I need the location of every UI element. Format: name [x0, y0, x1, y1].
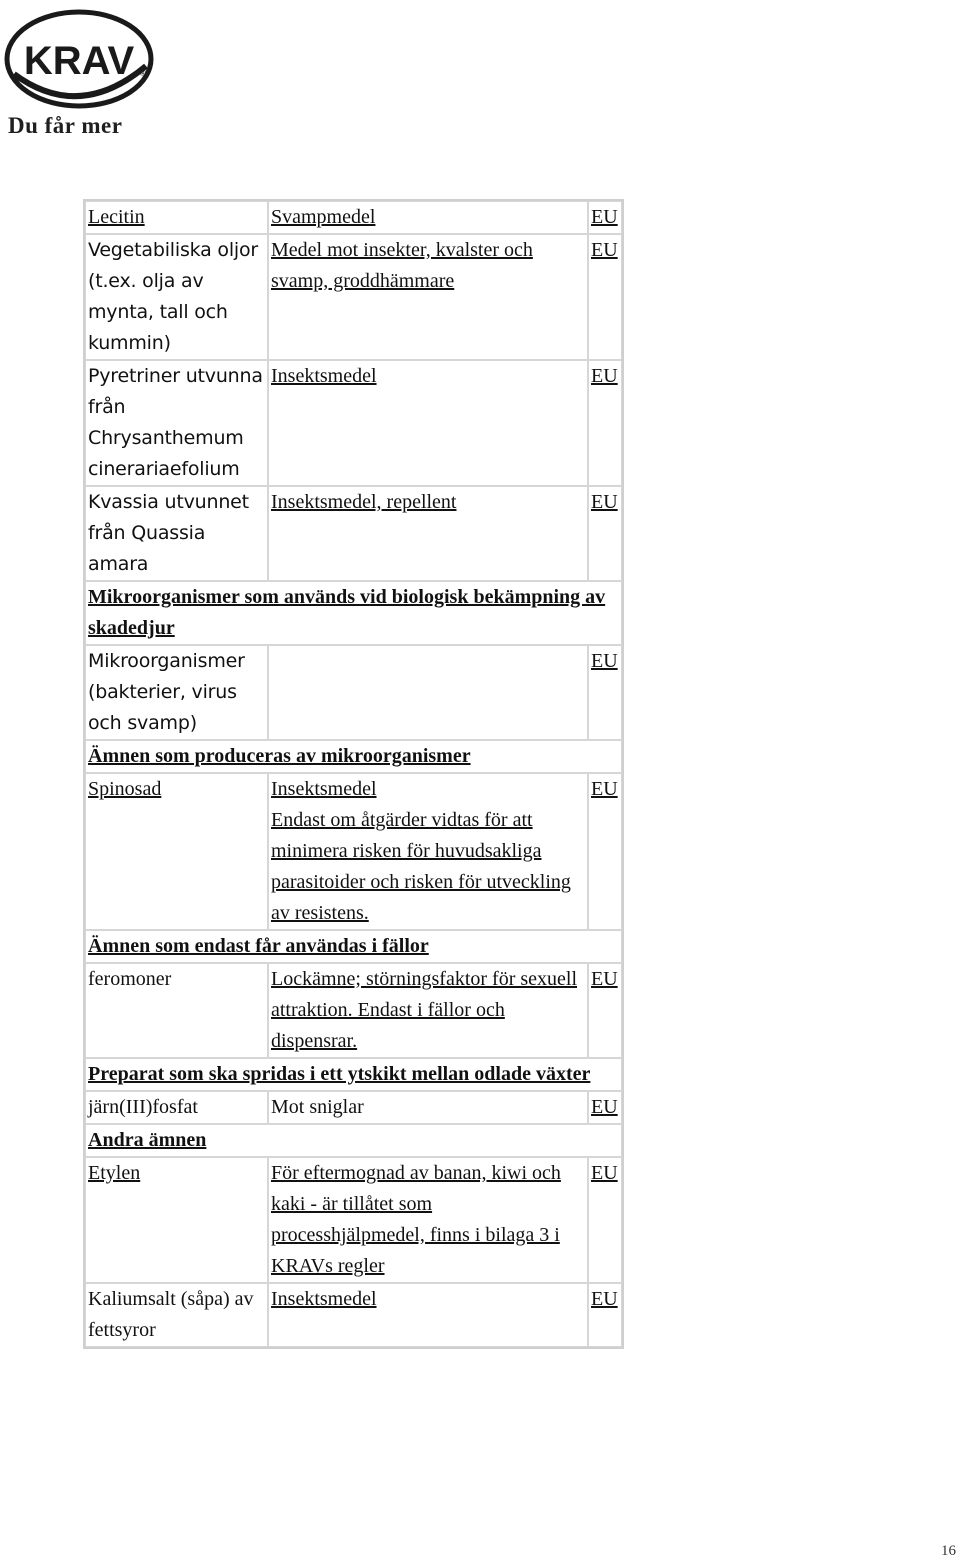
use-cell: Insektsmedel: [268, 360, 588, 486]
use-cell: [268, 645, 588, 740]
table-row: [85, 1091, 622, 1124]
substance-cell: Lecitin: [85, 201, 268, 234]
substance-cell: feromoner: [85, 963, 268, 1058]
table-row: [85, 773, 622, 930]
substance-cell: Pyretriner utvunna från Chrysanthemum cinerariaefolium: [85, 360, 268, 486]
section-heading-row: [85, 1058, 622, 1091]
use-cell: För eftermognad av banan, kiwi och kaki - är tillåtet som processhjälpmedel, finns i bilaga 3 i KRAVs regler: [268, 1157, 588, 1283]
origin-cell: EU: [588, 1091, 622, 1124]
origin-cell: EU: [588, 360, 622, 486]
origin-cell: EU: [588, 645, 622, 740]
table-row: [85, 1157, 622, 1283]
logo-brand: KRAV: [23, 39, 135, 83]
section-heading: Ämnen som produceras av mikroorganismer: [85, 740, 622, 773]
section-heading-row: [85, 740, 622, 773]
use-text: Insektsmedel: [271, 778, 377, 800]
substance-cell: järn(III)fosfat: [85, 1091, 268, 1124]
table-row: [85, 1283, 622, 1347]
section-heading-row: [85, 1124, 622, 1157]
table-row: [85, 201, 622, 234]
table-row: [85, 234, 622, 360]
table-row: [85, 963, 622, 1058]
substance-cell: Spinosad: [85, 773, 268, 930]
use-note: Endast om åtgärder vidtas för att minimera risken för huvudsakliga parasitoider och risken för utveckling av resistens.: [271, 809, 571, 924]
use-cell: Medel mot insekter, kvalster och svamp, groddhämmare: [268, 234, 588, 360]
origin-cell: EU: [588, 201, 622, 234]
origin-cell: EU: [588, 963, 622, 1058]
use-cell: Insektsmedel: [268, 1283, 588, 1347]
section-heading-row: [85, 581, 622, 645]
use-cell: [268, 773, 588, 930]
table-row: [85, 486, 622, 581]
section-heading: Mikroorganismer som används vid biologisk bekämpning av skadedjur: [85, 581, 622, 645]
table-row: [85, 645, 622, 740]
section-heading: Preparat som ska spridas i ett ytskikt mellan odlade växter: [85, 1058, 622, 1091]
use-cell: Lockämne; störningsfaktor för sexuell attraktion. Endast i fällor och dispensrar.: [268, 963, 588, 1058]
substance-cell: Mikroorganismer (bakterier, virus och svamp): [85, 645, 268, 740]
logo-registered-mark: ®: [140, 69, 146, 78]
table-row: [85, 360, 622, 486]
substance-cell: Kvassia utvunnet från Quassia amara: [85, 486, 268, 581]
substance-cell: Kaliumsalt (såpa) av fettsyror: [85, 1283, 268, 1347]
page-number: 16: [941, 1543, 956, 1559]
logo-tagline: Du får mer: [8, 113, 123, 138]
section-heading-row: [85, 930, 622, 963]
origin-cell: EU: [588, 234, 622, 360]
substance-cell: Vegetabiliska oljor (t.ex. olja av mynta, tall och kummin): [85, 234, 268, 360]
origin-cell: EU: [588, 773, 622, 930]
origin-cell: EU: [588, 1283, 622, 1347]
use-cell: Mot sniglar: [268, 1091, 588, 1124]
substance-cell: Etylen: [85, 1157, 268, 1283]
substance-table: [83, 199, 624, 1349]
section-heading: Ämnen som endast får användas i fällor: [85, 930, 622, 963]
use-cell: Insektsmedel, repellent: [268, 486, 588, 581]
origin-cell: EU: [588, 1157, 622, 1283]
use-cell: Svampmedel: [268, 201, 588, 234]
section-heading: Andra ämnen: [85, 1124, 622, 1157]
origin-cell: EU: [588, 486, 622, 581]
